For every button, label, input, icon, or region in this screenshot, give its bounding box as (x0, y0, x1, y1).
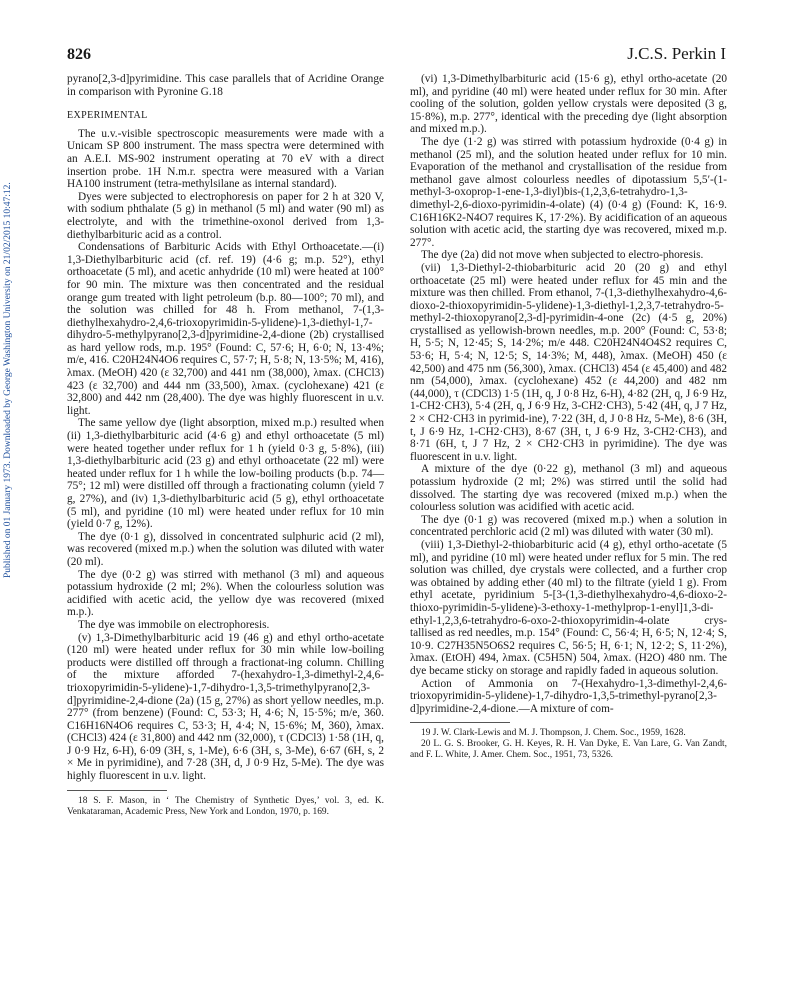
left-column (67, 73, 384, 818)
paragraph: The dye (0·1 g), dissolved in concentrated sulphuric acid (2 ml), was recovered (mixed m.p.) when the solution was diluted with water (20 ml). (67, 530, 384, 568)
paragraph: The dye (0·1 g) was recovered (mixed m.p.) when a solution in concentrated perchloric acid (2 ml) was diluted with water (30 ml). (410, 513, 727, 539)
page-number: 826 (67, 46, 91, 63)
footnote-divider (410, 722, 510, 723)
paragraph: The same yellow dye (light absorption, mixed m.p.) resulted when (ii) 1,3-diethylbarbituric acid (4·6 g) and ethyl orthoacetate (5 ml) were heated together under reflux for 1 h (yield 0·3 g, 5·8%), (iii) 1,3-diethylbarbituric acid (23 g) and ethyl orthoacetate (22 ml) were heated under reflux for 1 h while the low-boiling products (b.p. 74—75°; 12 ml) were distilled off through a fractionating column (yield 7 g, 27%), and (iv) 1,3-diethylbarbituric acid (5 g), ethyl orthoacetate (5 ml), and pyridine (10 ml) were heated under reflux for 10 min (yield 0·7 g, 12%). (67, 417, 384, 531)
journal-name: J.C.S. Perkin I (627, 44, 726, 63)
footnote: 20 L. G. S. Brooker, G. H. Keyes, R. H. Van Dyke, E. Van Lare, G. Van Zandt, and F. L. White, J. Amer. Chem. Soc., 1951, 73, 5326. (410, 739, 727, 761)
paragraph: The dye (2a) did not move when subjected to electro-phoresis. (421, 249, 704, 262)
paragraph: Action of Ammonia on 7-(Hexahydro-1,3-dimethyl-2,4,6-trioxopyrimidin-5-ylidene)-1,7-dihydro-1,3,5-trimethyl-pyrano[2,3-d]pyrimidine-2,4-dione.—A mixture of com- (410, 677, 727, 715)
paragraph: The u.v.-visible spectroscopic measurements were made with a Unicam SP 800 instrument. The mass spectra were determined with an A.E.I. MS-902 instrument operating at 70 eV with a direct insertion probe. 1H N.m.r. spectra were measured with a Varian HA100 instrument (tetra-methylsilane as internal standard). (67, 127, 384, 191)
paragraph: The dye (0·2 g) was stirred with methanol (3 ml) and aqueous potassium hydroxide (2 ml; 2%). When the colourless solution was acidified with acetic acid, the yellow dye was recovered (mixed m.p.). (67, 568, 384, 619)
paragraph: A mixture of the dye (0·22 g), methanol (3 ml) and aqueous potassium hydroxide (2 ml; 2%) was stirred until the solid had dissolved. The starting dye was recovered (mixed m.p.) when the colourless solution was acidified with acetic acid. (410, 463, 727, 514)
paragraph: pyrano[2,3-d]pyrimidine. This case parallels that of Acridine Orange in comparison with Pyronine G.18 (67, 73, 384, 98)
paragraph: The dye (1·2 g) was stirred with potassium hydroxide (0·4 g) in methanol (25 ml), and the solution heated under reflux for 10 min. Evaporation of the methanol and crystallisation of the residue from methanol gave almost colourless needles of dipotassium 5,5′-(1-methyl-3-oxoprop-1-ene-1,3-diyl)bis-(1,2,3,6-tetrahydro-1,3-dimethyl-2,6-dioxo-pyrimidin-4-olate) (4) (0·4 g) (Found: K, 16·9. C16H16K2-N4O7 requires K, 17·2%). By acidification of an aqueous solution with acetic acid, the starting dye was recovered, mixed m.p. 277°. (410, 135, 727, 249)
paragraph: (vii) 1,3-Diethyl-2-thiobarbituric acid 20 (20 g) and ethyl orthoacetate (25 ml) were heated under reflux for 45 min and the mixture was then chilled. From ethanol, 7-(1,3-diethylhexahydro-4,6-dioxo-2-thioxopyrimidin-5-ylidene)-1,3-diethyl-1,2,3,7-tetrahydro-5-methyl-2-thioxopyrano[2,3-d]-pyrimidin-4-one (2c) (4·5 g, 20%) crystallised as yellowish-brown needles, m.p. 200° (Found: C, 53·8; H, 5·5; N, 12·45; S, 14·2%; m/e 448. C20H24N4O4S2 requires C, 53·6; H, 5·4; N, 12·5; S, 14·3%; M, 448), λmax. (MeOH) 450 (ε 42,500) and 475 nm (56,300), λmax. (CHCl3) 454 (ε 45,400) and 482 nm (54,000), λmax. (cyclohexane) 452 (ε 44,200) and 482 nm (44,000), τ (CDCl3) 1·5 (1H, q, J 0·8 Hz, 6-H), 4·82 (2H, q, J 6·9 Hz, 1-CH2·CH3), 5·4 (2H, q, J 6·9 Hz, 3-CH2·CH3), 5·42 (4H, q, J 7 Hz, 2 × CH2·CH3 in pyrimid-ine), 7·22 (3H, d, J 0·8 Hz, 5-Me), 8·6 (3H, t, J 6·9 Hz, 1-CH2·CH3), 8·67 (3H, t, J 6·9 Hz, 3-CH2·CH3), and 8·71 (6H, t, J 7 Hz, 2 × CH2·CH3 in pyrimidine). The dye was fluorescent in u.v. light. (410, 261, 727, 463)
footnote: 19 J. W. Clark-Lewis and M. J. Thompson, J. Chem. Soc., 1959, 1628. (421, 728, 686, 739)
paragraph: Dyes were subjected to electrophoresis on paper for 2 h at 320 V, with sodium phthalate (5 g) in methanol (5 ml) and water (90 ml) as electrolyte, and with the trimethine-oxonol derived from 1,3-diethylbarbituric acid as a control. (67, 190, 384, 241)
footnote: 18 S. F. Mason, in ‘ The Chemistry of Synthetic Dyes,’ vol. 3, ed. K. Venkataraman, Academic Press, New York and London, 1970, p. 169. (67, 795, 384, 817)
paragraph: (v) 1,3-Dimethylbarbituric acid 19 (46 g) and ethyl ortho-acetate (120 ml) were heated under reflux for 30 min while low-boiling products were distilled off through a fractionat-ing column. Chilling of the mixture afforded 7-(hexahydro-1,3-dimethyl-2,4,6-trioxopyrimidin-5-ylidene)-1,7-dihydro-1,3,5-trimethylpyrano[2,3-d]pyrimidine-2,4-dione (2a) (15 g, 27%) as short yellow needles, m.p. 277° (from benzene) (Found: C, 53·3; H, 4·6; N, 15·5%; m/e, 360. C16H16N4O6 requires C, 53·3; H, 4·4; N, 15·6%; M, 360), λmax. (CHCl3) 424 (ε 31,800) and 442 nm (32,000), τ (CDCl3) 1·58 (1H, q, J 0·9 Hz, 6-H), 6·09 (3H, s, 1-Me), 6·6 (3H, s, 3-Me), 6·67 (6H, s, 2 × Me in pyrimidine), and 7·28 (3H, d, J 0·9 Hz, 5-Me). The dye was highly fluorescent in u.v. light. (67, 631, 384, 783)
paragraph: The dye was immobile on electrophoresis. (78, 618, 270, 631)
right-column (410, 73, 727, 761)
publication-download-note[interactable]: Published on 01 January 1973. Downloaded by George Washington University on 21/02/2015 10:47:12. (3, 182, 13, 578)
footnote-divider (67, 790, 167, 791)
section-heading: EXPERIMENTAL (67, 110, 148, 122)
paragraph: (vi) 1,3-Dimethylbarbituric acid (15·6 g), ethyl ortho-acetate (20 ml), and pyridine (40 ml) were heated under reflux for 30 min. After cooling of the solution, golden yellow crystals were deposited (3 g, 15·8%), m.p. 277°, identical with the preceding dye (light absorption and mixed m.p.). (410, 73, 727, 136)
paragraph: (viii) 1,3-Diethyl-2-thiobarbituric acid (4 g), ethyl ortho-acetate (5 ml), and pyridine (10 ml) were heated under reflux for 5 min. The red solution was chilled, dye crystals were collected, and a further crop was obtained by adding ether (40 ml) to the filtrate (yield 1 g). From ethyl acetate, pyridinium 5-[3-(1,3-diethylhexahydro-4,6-dioxo-2-thioxo-pyrimidin-5-ylidene)-3-ethoxy-1-methylprop-1-enyl]1,3-di-ethyl-1,2,3,6-tetrahydro-6-oxo-2-thioxopyrimidin-4-olate crys-tallised as red needles, m.p. 154° (Found: C, 56·4; H, 6·5; N, 12·4; S, 10·9. C27H35N5O6S2 requires C, 56·5; H, 6·1; N, 12·2; S, 11·2%), λmax. (EtOH) 494, λmax. (C5H5N) 504, λmax. (H2O) 480 nm. The dye became sticky on storage and rapidly faded in aqueous solution. (410, 538, 727, 677)
paragraph: Condensations of Barbituric Acids with Ethyl Orthoacetate.—(i) 1,3-Diethylbarbituric acid (cf. ref. 19) (4·6 g; m.p. 52°), ethyl orthoacetate (5 ml), and acetic anhydride (10 ml) were heated at 100° for 90 min. The mixture was then concentrated and the residual orange gum treated with light petroleum (b.p. 80—100°; 70 ml), and the solution was chilled for 48 h. From methanol, 7-(1,3-diethylhexahydro-2,4,6-trioxopyrimidin-5-ylidene)-1,3-diethyl-1,7-dihydro-5-methylpyrano[2,3-d]pyrimidine-2,4-dione (2b) crystallised as hard yellow rods, m.p. 195° (Found: C, 57·6; H, 6·0; N, 13·4%; m/e, 416. C20H24N4O6 requires C, 57·7; H, 5·8; N, 13·5%; M, 416), λmax. (MeOH) 420 (ε 32,700) and 441 nm (38,000), λmax. (CHCl3) 423 (ε 32,700) and 444 nm (33,500), λmax. (cyclohexane) 421 (ε 32,800) and 442 nm (28,400). The dye was highly fluorescent in u.v. light. (67, 241, 384, 417)
